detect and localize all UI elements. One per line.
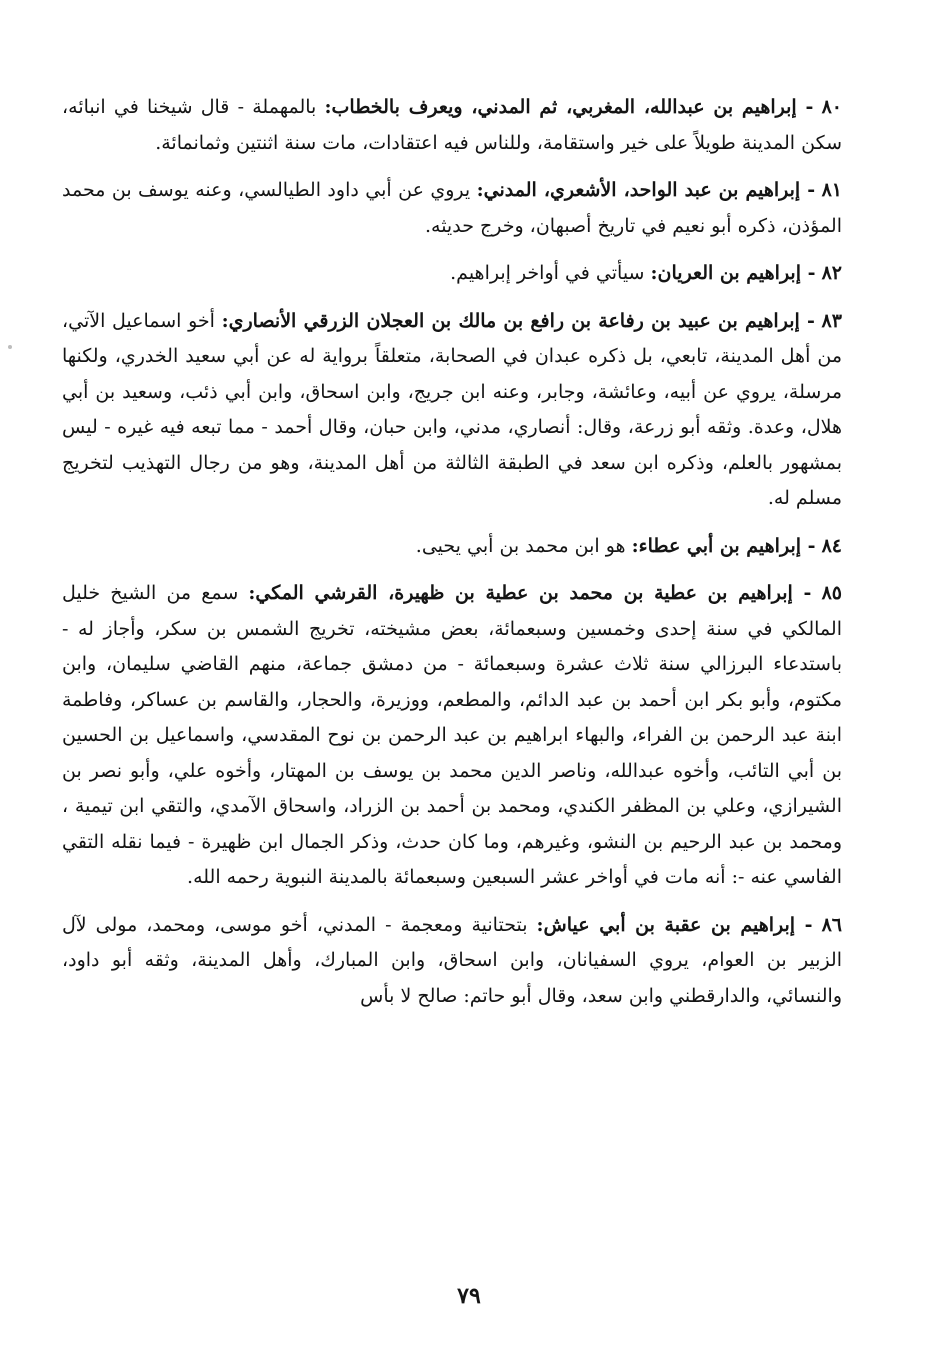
entry-number: ٨٥	[821, 582, 842, 604]
entry-text: بتحتانية ومعجمة - المدني، أخو موسى، ومحمد، مولى لآل الزبير بن العوام، يروي السفيانان، وابن اسحاق، وابن المبارك، وأهل المدينة، وثقه أبو داود، والنسائي، والدارقطني وابن سعد، وقال أبو حاتم: صالح لا بأس	[62, 913, 842, 1007]
entry-heading: إبراهيم بن عبدالله، المغربي، ثم المدني، ويعرف بالخطاب:	[324, 96, 797, 118]
entry-text: أخو اسماعيل الآتي، من أهل المدينة، تابعي، بل ذكره عبدان في الصحابة، متعلقاً برواية له عن أبي سعيد الخدري، ولكنها مرسلة، يروي عن أبيه، وعائشة، وجابر، وعنه ابن جريج، وابن اسحاق، وابن أبي ذئب، وسعيد بن أبي هلال، وعدة. وثقه أبو زرعة، وقال: أنصاري، مدني، وابن حبان، وقال أحمد - مما تبعه فيه غيره - ليس بمشهور بالعلم، وذكره ابن سعد في الطبقة الثالثة من أهل المدينة، وهو من رجال التهذيب لتخريج مسلم له.	[62, 309, 842, 509]
entry-number: ٨٠	[821, 96, 842, 118]
entry-text: سيأتي في أواخر إبراهيم.	[450, 262, 645, 284]
page-number: ٧٩	[457, 1283, 481, 1309]
entry-number: ٨٦	[821, 913, 842, 936]
entry-text: بالمهملة - قال شيخنا في انبائه، سكن المدينة طويلاً على خير واستقامة، وللناس فيه اعتقادات، مات سنة اثنتين وثمانمائة.	[62, 96, 842, 154]
entry-number: ٨١	[821, 179, 842, 201]
entry-text: يروي عن أبي داود الطيالسي، وعنه يوسف بن محمد المؤذن، ذكره أبو نعيم في تاريخ أصبهان، وخرج حديثه.	[62, 179, 842, 237]
entry-heading: إبراهيم بن عبيد بن رفاعة بن رافع بن مالك بن العجلان الزرقي الأنصاري:	[221, 309, 800, 332]
entry-number: ٨٤	[821, 534, 842, 557]
entry-84: ٨٤ - إبراهيم بن أبي عطاء: هو ابن محمد بن أبي يحيى.	[415, 534, 842, 557]
entry-82: ٨٢ - إبراهيم بن العريان: سيأتي في أواخر إبراهيم.	[450, 262, 842, 284]
entry-number: ٨٢	[821, 262, 842, 284]
entry-81: ٨١ - إبراهيم بن عبد الواحد، الأشعري، المدني: يروي عن أبي داود الطيالسي، وعنه يوسف بن محمد المؤذن، ذكره أبو نعيم في تاريخ أصبهان، وخرج حديثه.	[62, 179, 842, 237]
entry-85: ٨٥ - إبراهيم بن عطية بن محمد بن عطية بن ظهيرة، القرشي المكي: سمع من الشيخ خليل المالكي في سنة إحدى وخمسين وسبعمائة، بعض مشيخته، تخريج الشمس بن سكر، وأجاز له - باستدعاء البرزالي سنة ثلاث عشرة وسبعمائة - من دمشق جماعة، منهم القاضي سليمان، وابن مكتوم، وأبو بكر ابن أحمد بن عبد الدائم، والمطعم، ووزيرة، والحجار، والقاسم بن عساكر، وفاطمة ابنة عبد الرحمن بن الفراء، والبهاء ابراهيم بن عبد الرحمن بن نوح المقدسي، واسماعيل بن الحسين بن أبي التائب، وأخوه عبدالله، وناصر الدين محمد بن يوسف بن المهتار، وأخوه علي، وأبو نصر بن الشيرازي، وعلي بن المظفر الكندي، ومحمد بن أحمد بن الزراد، واسحاق الآمدي، والتقي ابن تيمية ، ومحمد بن عبد الرحيم بن النشو، وغيرهم، وما كان حدث، وذكر الجمال ابن ظهيرة - فيما نقله التقي الفاسي عنه -: أنه مات في أواخر عشر السبعين وسبعمائة بالمدينة النبوية رحمه الله.	[62, 582, 842, 888]
entry-86: ٨٦ - إبراهيم بن عقبة بن أبي عياش: بتحتانية ومعجمة - المدني، أخو موسى، ومحمد، مولى لآل الزبير بن العوام، يروي السفيانان، وابن اسحاق، وابن المبارك، وأهل المدينة، وثقه أبو داود، والنسائي، والدارقطني وابن سعد، وقال أبو حاتم: صالح لا بأس	[62, 913, 842, 1007]
entry-number: ٨٣	[821, 309, 842, 332]
entry-heading: إبراهيم بن عطية بن محمد بن عطية بن ظهيرة، القرشي المكي:	[248, 582, 793, 604]
entry-heading: إبراهيم بن أبي عطاء:	[631, 534, 802, 557]
entry-80: ٨٠ - إبراهيم بن عبدالله، المغربي، ثم المدني، ويعرف بالخطاب: بالمهملة - قال شيخنا في انبائه، سكن المدينة طويلاً على خير واستقامة، وللناس فيه اعتقادات، مات سنة اثنتين وثمانمائة.	[62, 96, 842, 154]
entry-heading: إبراهيم بن عقبة بن أبي عياش:	[536, 913, 796, 936]
entry-83: ٨٣ - إبراهيم بن عبيد بن رفاعة بن رافع بن مالك بن العجلان الزرقي الأنصاري: أخو اسماعيل الآتي، من أهل المدينة، تابعي، بل ذكره عبدان في الصحابة، متعلقاً برواية له عن أبي سعيد الخدري، ولكنها مرسلة، يروي عن أبيه، وعائشة، وجابر، وعنه ابن جريج، وابن اسحاق، وابن أبي ذئب، وسعيد بن أبي هلال، وعدة. وثقه أبو زرعة، وقال: أنصاري، مدني، وابن حبان، وقال أحمد - مما تبعه فيه غيره - ليس بمشهور بالعلم، وذكره ابن سعد في الطبقة الثالثة من أهل المدينة، وهو من رجال التهذيب لتخريج مسلم له.	[62, 309, 842, 509]
margin-speck	[8, 345, 12, 349]
entry-heading: إبراهيم بن عبد الواحد، الأشعري، المدني:	[476, 179, 801, 201]
entry-text: هو ابن محمد بن أبي يحيى.	[415, 534, 626, 557]
entry-text: سمع من الشيخ خليل المالكي في سنة إحدى وخمسين وسبعمائة، بعض مشيخته، تخريج الشمس بن سكر، وأجاز له - باستدعاء البرزالي سنة ثلاث عشرة وسبعمائة - من دمشق جماعة، منهم القاضي سليمان، وابن مكتوم، وأبو بكر ابن أحمد بن عبد الدائم، والمطعم، ووزيرة، والحجار، والقاسم بن عساكر، وفاطمة ابنة عبد الرحمن بن الفراء، والبهاء ابراهيم بن عبد الرحمن بن نوح المقدسي، واسماعيل بن الحسين بن أبي التائب، وأخوه عبدالله، وناصر الدين محمد بن يوسف بن المهتار، وأخوه علي، وأبو نصر بن الشيرازي، وعلي بن المظفر الكندي، ومحمد بن أحمد بن الزراد، واسحاق الآمدي، والتقي ابن تيمية ، ومحمد بن عبد الرحيم بن النشو، وغيرهم، وما كان حدث، وذكر الجمال ابن ظهيرة - فيما نقله التقي الفاسي عنه -: أنه مات في أواخر عشر السبعين وسبعمائة بالمدينة النبوية رحمه الله.	[62, 582, 842, 888]
entry-heading: إبراهيم بن العريان:	[650, 262, 802, 284]
